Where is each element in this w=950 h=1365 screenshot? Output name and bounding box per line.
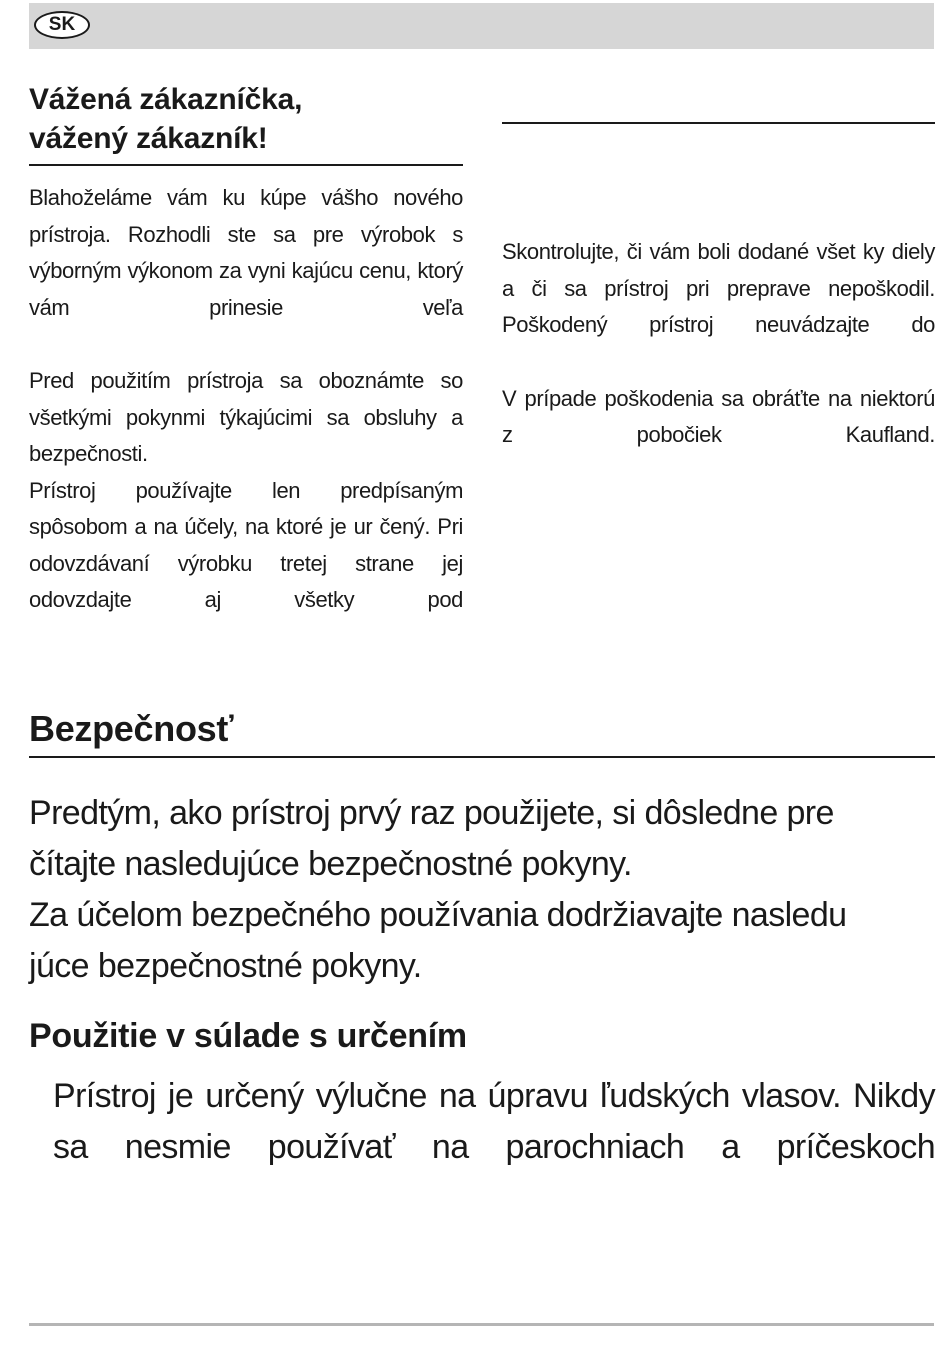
intro-paragraph-usage: Prístroj používajte len predpísaným spôsobom a na účely, na ktoré je ur čený. Pri odovzdávaní výrobku tretej strane jej odovzdajte aj všetky pod [29,477,463,612]
greeting-title: Vážená zákazníčka, vážený zákazník! [29,80,463,166]
safety-title: Bezpečnosť [29,706,935,758]
safety-text-line: Za účelom bezpečného používania dodržiavajte nasledu [29,896,847,934]
intended-use-title: Použitie v súlade s určením [29,1017,467,1055]
intro-paragraph-check: Skontrolujte, či vám boli dodané všet ky diely a či sa prístroj pri preprave nepoškodil. [502,239,935,301]
footer-rule [29,1323,934,1326]
safety-text-line: Predtým, ako prístroj prvý raz použijete, si dôsledne pre [29,794,834,832]
intro-left-column [29,80,463,619]
right-column-rule [502,122,935,124]
safety-text-line: júce bezpečnostné pokyny. [29,947,422,985]
intro-paragraph-congrats: Blahoželáme vám ku kúpe vášho nového prístroja. Rozhodli ste sa pre výrobok s výborným výkonom za vyni kajúcu cenu, ktorý vám prinesie veľa [29,185,463,320]
language-badge: SK [34,11,90,39]
safety-intro-text [29,788,935,992]
safety-text-line: čítajte nasledujúce bezpečnostné pokyny. [29,845,632,883]
intro-right-column [502,80,935,454]
header-bar [29,3,934,49]
intro-paragraph-damaged: Poškodený prístroj neuvádzajte do [502,312,935,337]
intended-use-text: Prístroj je určený výlučne na úpravu ľudských vlasov. Nikdy sa nesmie používať na parochniach a príčeskoch [53,1077,935,1166]
intro-paragraph-contact: V prípade poškodenia sa obráťte na niektorú z pobočiek Kaufland. [502,385,935,447]
intro-paragraph-instructions: Pred použitím prístroja sa oboznámte so všetkými pokynmi týkajúcimi sa obsluhy a bezpečnosti. [29,368,463,466]
